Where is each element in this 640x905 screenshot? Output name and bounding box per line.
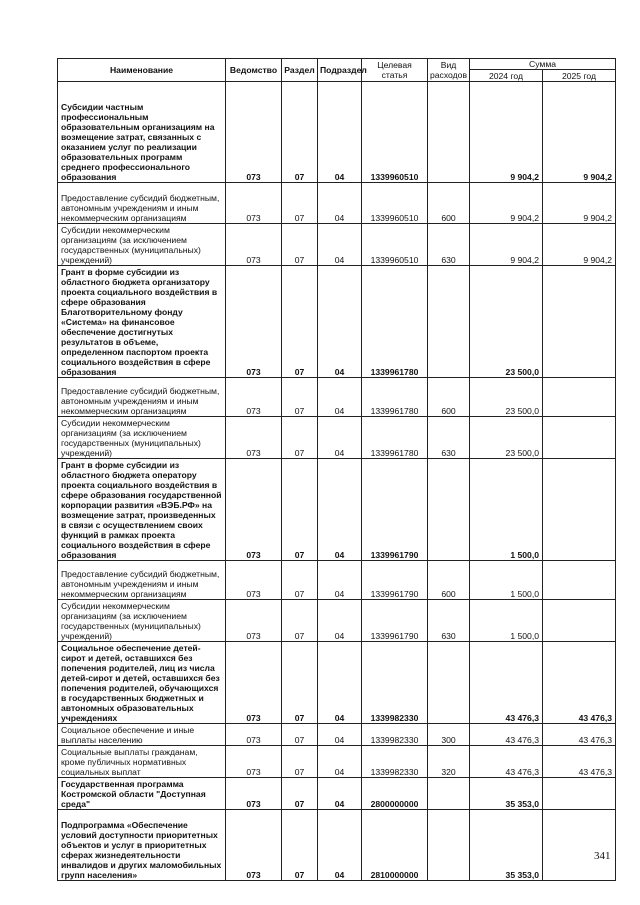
- row-name: Предоставление субсидий бюджетным, автономным учреждениям и иным некоммерческим организациям: [58, 183, 226, 224]
- row-target: 1339961780: [362, 417, 428, 459]
- row-sum-2024: 35 353,0: [470, 810, 543, 881]
- table-row: [58, 459, 616, 561]
- row-sum-2025: [543, 459, 616, 561]
- row-expense-type: [428, 82, 470, 183]
- row-subsection: 04: [318, 778, 362, 810]
- row-sum-2024: 43 476,3: [470, 642, 543, 724]
- table-row: [58, 183, 616, 224]
- row-section: 07: [282, 746, 318, 778]
- row-expense-type: 320: [428, 746, 470, 778]
- budget-table: [57, 58, 616, 881]
- row-expense-type: [428, 459, 470, 561]
- header-expense-type: Вид расходов: [428, 59, 470, 82]
- row-sum-2025: 9 904,2: [543, 82, 616, 183]
- row-subsection: 04: [318, 266, 362, 378]
- header-year-2024: 2024 год: [470, 70, 543, 82]
- row-name: Социальное обеспечение и иные выплаты населению: [58, 724, 226, 746]
- row-section: 07: [282, 642, 318, 724]
- row-name: Подпрограмма «Обеспечение условий доступности приоритетных объектов и услуг в приоритетных сферах жизнедеятельности инвалидов и других маломобильных групп населения»: [58, 810, 226, 881]
- row-subsection: 04: [318, 459, 362, 561]
- row-sum-2025: [543, 810, 616, 881]
- row-sum-2025: [543, 378, 616, 417]
- row-section: 07: [282, 561, 318, 600]
- row-section: 07: [282, 183, 318, 224]
- row-name: Субсидии некоммерческим организациям (за исключением государственных (муниципальных) учреждений): [58, 600, 226, 642]
- row-section: 07: [282, 82, 318, 183]
- row-section: 07: [282, 459, 318, 561]
- row-department: 073: [226, 778, 282, 810]
- row-section: 07: [282, 600, 318, 642]
- row-expense-type: [428, 642, 470, 724]
- header-target: Целевая статья: [362, 59, 428, 82]
- row-sum-2024: 1 500,0: [470, 600, 543, 642]
- table-row: [58, 642, 616, 724]
- row-target: 1339961790: [362, 600, 428, 642]
- row-subsection: 04: [318, 600, 362, 642]
- row-department: 073: [226, 459, 282, 561]
- row-name: Субсидии некоммерческим организациям (за исключением государственных (муниципальных) учреждений): [58, 417, 226, 459]
- row-department: 073: [226, 746, 282, 778]
- row-subsection: 04: [318, 183, 362, 224]
- budget-table-container: [57, 58, 615, 881]
- row-expense-type: [428, 778, 470, 810]
- row-sum-2024: 9 904,2: [470, 183, 543, 224]
- row-department: 073: [226, 561, 282, 600]
- table-row: [58, 724, 616, 746]
- table-row: [58, 378, 616, 417]
- row-target: 1339961780: [362, 266, 428, 378]
- row-sum-2025: 9 904,2: [543, 183, 616, 224]
- table-header-row: [58, 59, 616, 70]
- row-sum-2024: 43 476,3: [470, 724, 543, 746]
- row-expense-type: 600: [428, 561, 470, 600]
- header-department: Ведомство: [226, 59, 282, 82]
- row-sum-2024: 35 353,0: [470, 778, 543, 810]
- row-sum-2024: 1 500,0: [470, 459, 543, 561]
- row-target: 2810000000: [362, 810, 428, 881]
- row-expense-type: 630: [428, 417, 470, 459]
- row-target: 1339982330: [362, 642, 428, 724]
- row-name: Государственная программа Костромской области "Доступная среда": [58, 778, 226, 810]
- row-sum-2025: [543, 778, 616, 810]
- row-subsection: 04: [318, 810, 362, 881]
- row-sum-2025: 9 904,2: [543, 224, 616, 266]
- header-section: Раздел: [282, 59, 318, 82]
- row-target: 1339961790: [362, 459, 428, 561]
- row-subsection: 04: [318, 724, 362, 746]
- row-sum-2024: 9 904,2: [470, 224, 543, 266]
- table-row: [58, 778, 616, 810]
- row-sum-2024: 23 500,0: [470, 417, 543, 459]
- row-section: 07: [282, 778, 318, 810]
- row-sum-2024: 23 500,0: [470, 266, 543, 378]
- row-subsection: 04: [318, 417, 362, 459]
- row-section: 07: [282, 810, 318, 881]
- row-name: Грант в форме субсидии из областного бюджета оператору проекта социального воздействия в сфере образования государственной корпорации развития «ВЭБ.РФ» на возмещение затрат, произведенных в связи с осуществлением своих функций в рамках проекта социального воздействия в сфере образования: [58, 459, 226, 561]
- row-name: Грант в форме субсидии из областного бюджета организатору проекта социального воздействия в сфере образования Благотворительному фонду «Система» на финансовое обеспечение достигнутых результатов в объеме, определенном паспортом проекта социального воздействия в сфере образования: [58, 266, 226, 378]
- row-expense-type: 300: [428, 724, 470, 746]
- row-target: 1339961790: [362, 561, 428, 600]
- row-target: 1339961780: [362, 378, 428, 417]
- row-subsection: 04: [318, 82, 362, 183]
- row-sum-2024: 43 476,3: [470, 746, 543, 778]
- row-section: 07: [282, 724, 318, 746]
- row-department: 073: [226, 724, 282, 746]
- row-department: 073: [226, 642, 282, 724]
- row-name: Предоставление субсидий бюджетным, автономным учреждениям и иным некоммерческим организациям: [58, 378, 226, 417]
- row-target: 1339960510: [362, 183, 428, 224]
- table-row: [58, 600, 616, 642]
- row-section: 07: [282, 224, 318, 266]
- row-expense-type: 630: [428, 600, 470, 642]
- row-section: 07: [282, 266, 318, 378]
- table-body: [58, 82, 616, 881]
- row-sum-2025: [543, 266, 616, 378]
- header-sum: Сумма: [470, 59, 616, 70]
- row-section: 07: [282, 417, 318, 459]
- row-target: 2800000000: [362, 778, 428, 810]
- row-sum-2024: 1 500,0: [470, 561, 543, 600]
- row-department: 073: [226, 378, 282, 417]
- header-year-2025: 2025 год: [543, 70, 616, 82]
- header-name: Наименование: [58, 59, 226, 82]
- row-sum-2024: 9 904,2: [470, 82, 543, 183]
- row-target: 1339982330: [362, 724, 428, 746]
- row-target: 1339982330: [362, 746, 428, 778]
- row-sum-2025: [543, 600, 616, 642]
- header-subsection: Подраздел: [318, 59, 362, 82]
- row-sum-2024: 23 500,0: [470, 378, 543, 417]
- row-sum-2025: [543, 417, 616, 459]
- row-expense-type: [428, 810, 470, 881]
- row-sum-2025: [543, 561, 616, 600]
- page-number: 341: [594, 850, 611, 862]
- table-row: [58, 417, 616, 459]
- row-subsection: 04: [318, 642, 362, 724]
- row-expense-type: 600: [428, 378, 470, 417]
- row-department: 073: [226, 417, 282, 459]
- row-name: Социальные выплаты гражданам, кроме публичных нормативных социальных выплат: [58, 746, 226, 778]
- row-target: 1339960510: [362, 224, 428, 266]
- table-row: [58, 810, 616, 881]
- row-subsection: 04: [318, 746, 362, 778]
- row-subsection: 04: [318, 224, 362, 266]
- row-section: 07: [282, 378, 318, 417]
- row-name: Субсидии некоммерческим организациям (за исключением государственных (муниципальных) учреждений): [58, 224, 226, 266]
- row-name: Социальное обеспечение детей-сирот и детей, оставшихся без попечения родителей, лиц из числа детей-сирот и детей, оставшихся без попечения родителей, обучающихся в государственных бюджетных и автономных образовательных учреждениях: [58, 642, 226, 724]
- row-subsection: 04: [318, 561, 362, 600]
- table-row: [58, 746, 616, 778]
- table-row: [58, 561, 616, 600]
- table-row: [58, 224, 616, 266]
- row-name: Субсидии частным профессиональным образовательным организациям на возмещение затрат, связанных с оказанием услуг по реализации образовательных программ среднего профессионального образования: [58, 82, 226, 183]
- row-expense-type: 600: [428, 183, 470, 224]
- row-department: 073: [226, 82, 282, 183]
- row-expense-type: 630: [428, 224, 470, 266]
- row-name: Предоставление субсидий бюджетным, автономным учреждениям и иным некоммерческим организациям: [58, 561, 226, 600]
- table-row: [58, 266, 616, 378]
- row-target: 1339960510: [362, 82, 428, 183]
- table-row: [58, 82, 616, 183]
- row-sum-2025: 43 476,3: [543, 642, 616, 724]
- row-department: 073: [226, 224, 282, 266]
- row-sum-2025: 43 476,3: [543, 724, 616, 746]
- row-department: 073: [226, 600, 282, 642]
- row-department: 073: [226, 810, 282, 881]
- row-subsection: 04: [318, 378, 362, 417]
- row-department: 073: [226, 183, 282, 224]
- row-sum-2025: 43 476,3: [543, 746, 616, 778]
- row-department: 073: [226, 266, 282, 378]
- row-expense-type: [428, 266, 470, 378]
